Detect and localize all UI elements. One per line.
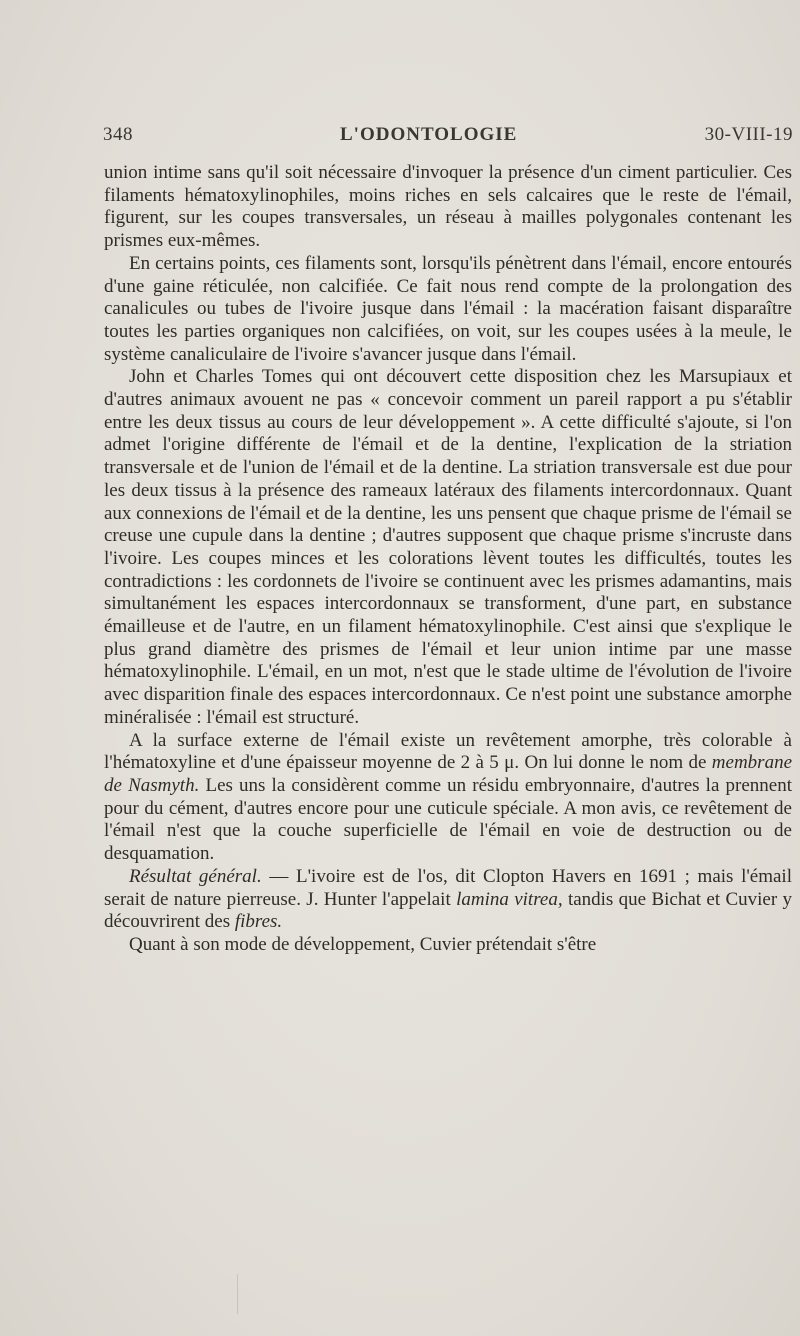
body-text (104, 162, 792, 957)
page-number: 348 (103, 124, 133, 145)
text-segment: union intime sans qu'il soit nécessaire d'invoquer la présence d'un ciment particulier. Ces filaments hématoxylinophiles, moins riches en sels calcaires que le reste de l'émail, figurent, sur les coupes transversales, un réseau à mailles polygonales contenant les prismes eux-mêmes. (104, 162, 792, 252)
issue-date: 30-VIII-19 (704, 124, 793, 145)
italic-text: fibres. (234, 911, 283, 933)
paragraph (104, 866, 792, 934)
text-segment: — L'ivoire est de l'os, dit Clopton Havers en 1691 ; mais l'émail serait de nature pierreuse. J. Hunter l'appelait (104, 865, 792, 910)
text-segment: En certains points, ces filaments sont, lorsqu'ils pénètrent dans l'émail, encore entourés d'une gaine réticulée, non calcifiée. Ce fait nous rend compte de la prolongation des canalicules ou tubes de l'ivoire jusque dans l'émail : la macération faisant disparaître toutes les parties organiques non calcifiées, on voit, sur les coupes usées à la meule, le système canaliculaire de l'ivoire s'avancer jusque dans l'émail. (104, 252, 792, 365)
paragraph (104, 253, 792, 367)
running-header (103, 124, 793, 154)
text-segment: Les uns la considèrent comme un résidu embryonnaire, d'autres la prennent pour du cément, d'autres encore pour une cuticule spéciale. A mon avis, ce revêtement de l'émail n'est que la couche superficielle de l'émail en voie de destruction ou de desquamation. (104, 774, 792, 865)
text-segment: tandis que Bichat et Cuvier y découvrirent des (104, 888, 793, 933)
page-crease (237, 1274, 238, 1314)
italic-text: membrane de Nasmyth. (104, 752, 792, 796)
paragraph (104, 934, 792, 957)
italic-text: Résultat général. (129, 865, 262, 887)
paragraph (104, 730, 792, 866)
text-segment: A la surface externe de l'émail existe un revêtement amorphe, très colorable à l'hématoxyline et d'une épaisseur moyenne de 2 à 5 μ. On lui donne le nom de (104, 729, 792, 774)
text-segment: Quant à son mode de développement, Cuvier prétendait s'être (129, 933, 597, 955)
paragraph (104, 162, 792, 253)
journal-title: L'ODONTOLOGIE (340, 124, 518, 145)
italic-text: lamina vitrea, (456, 888, 563, 910)
text-segment: John et Charles Tomes qui ont découvert cette disposition chez les Marsupiaux et d'autres animaux avouent ne pas « concevoir comment un pareil rapport a pu s'établir entre les deux tissus au cours de leur développement ». A cette difficulté s'ajoute, si l'on admet l'origine différente de l'émail et de la dentine, l'explication de la striation transversale et de l'union de l'émail et de la dentine. La striation transversale est due pour les deux tissus à la présence des rameaux latéraux des filaments intercordonnaux. Quant aux connexions de l'émail et de la dentine, les uns pensent que chaque prisme de l'émail se creuse une cupule dans la dentine ; d'autres supposent que chaque prisme s'incruste dans l'ivoire. Les coupes minces et les colorations lèvent toutes les difficultés, toutes les contradictions : les cordonnets de l'ivoire se continuent avec les prismes adamantins, mais simultanément les espaces intercordonnaux se transforment, d'une part, en substance émailleuse et de l'autre, en un filament hématoxylinophile. C'est ainsi que s'explique le plus grand diamètre des prismes de l'émail et leur union intime par une masse hématoxylinophile. L'émail, en un mot, n'est que le stade ultime de l'évolution de l'ivoire avec disparition finale des espaces intercordonnaux. Ce n'est point une substance amorphe minéralisée : l'émail est structuré. (104, 366, 792, 728)
paragraph (104, 366, 792, 729)
